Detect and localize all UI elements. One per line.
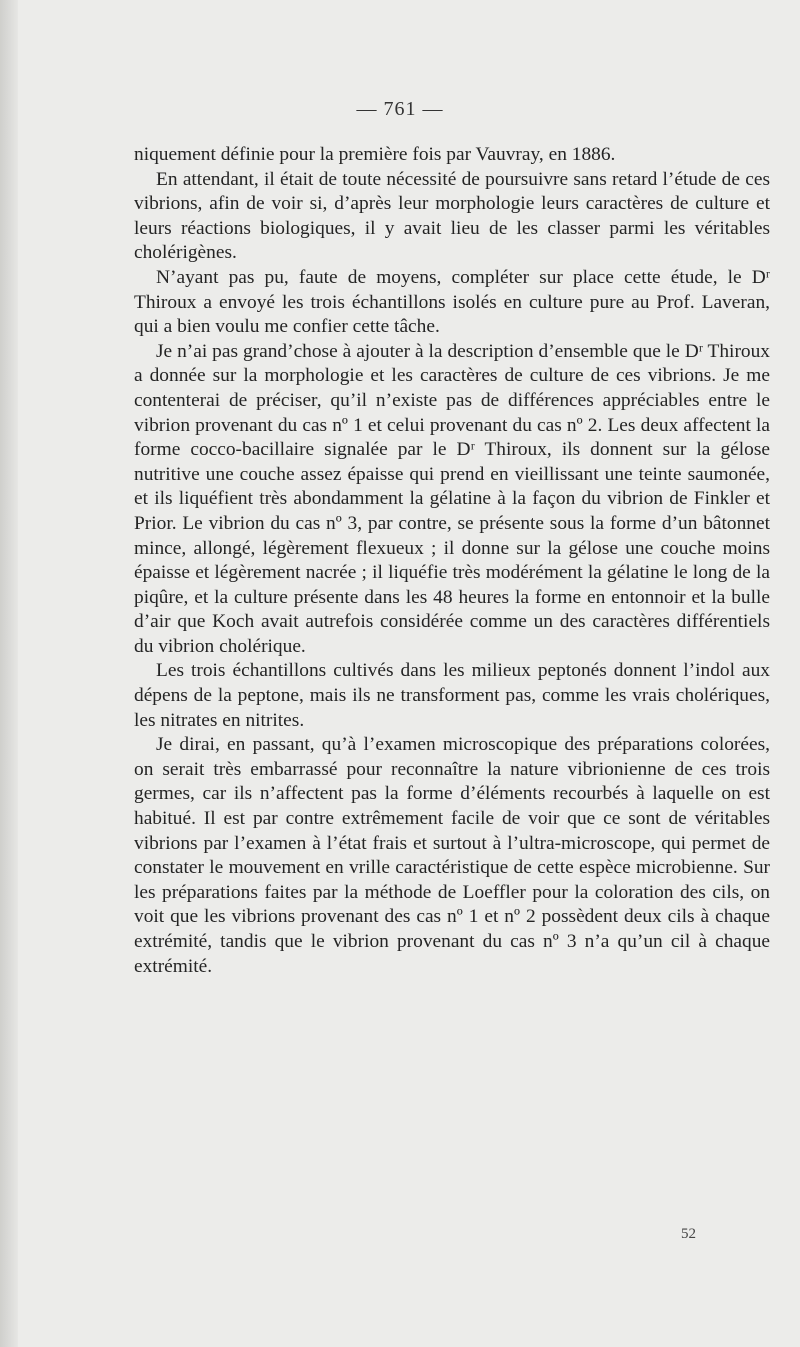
paragraph: niquement définie pour la première fois par Vauvray, en 1886.	[134, 144, 616, 165]
paragraph: En attendant, il était de toute nécessité de poursuivre sans retard l’étude de ces vibrions, afin de voir si, d’après leur morphologie leurs caractères de culture et leurs réactions biologiques, il y avait lieu de les classer parmi les véritables cholérigènes.	[134, 168, 770, 264]
signature-mark: 52	[681, 1226, 696, 1242]
page-edge-shadow	[0, 0, 18, 1347]
paragraph: N’ayant pas pu, faute de moyens, compléter sur place cette étude, le Dʳ Thiroux a envoyé les trois échantillons isolés en culture pure au Prof. Laveran, qui a bien voulu me confier cette tâche.	[134, 266, 770, 338]
paragraph: Je dirai, en passant, qu’à l’examen microscopique des préparations colorées, on serait très embarrassé pour reconnaître la nature vibrionienne de ces trois germes, car ils n’affectent pas la forme d’éléments recourbés à laquelle on est habitué. Il est par contre extrêmement facile de voir que ce sont de véritables vibrions par l’examen à l’état frais et surtout à l’ultra-microscope, qui permet de constater le mouvement en vrille caractéristique de cette espèce microbienne. Sur les préparations faites par la méthode de Loeffler pour la coloration des cils, on voit que les vibrions provenant des cas nº 1 et nº 2 possèdent deux cils à chaque extrémité, tandis que le vibrion provenant du cas nº 3 n’a qu’un cil à chaque extrémité.	[134, 734, 770, 977]
paragraph: Les trois échantillons cultivés dans les milieux peptonés donnent l’indol aux dépens de la peptone, mais ils ne transforment pas, comme les vrais cholériques, les nitrates en nitrites.	[134, 660, 770, 731]
body-text	[134, 143, 770, 979]
paragraph: Je n’ai pas grand’chose à ajouter à la description d’ensemble que le Dʳ Thiroux a donnée sur la morphologie et les caractères de culture de ces vibrions. Je me contenterai de préciser, qu’il n’existe pas de différences appréciables entre le vibrion provenant du cas nº 1 et celui provenant du cas nº 2. Les deux affectent la forme cocco-bacillaire signalée par le Dʳ Thiroux, ils donnent sur la gélose nutritive une couche assez épaisse qui prend en vieillissant une teinte saumonée, et ils liquéfient très abondamment la gélatine à la façon du vibrion de Finkler et Prior. Le vibrion du cas nº 3, par contre, se présente sous la forme d’un bâtonnet mince, allongé, légèrement flexueux ; il donne sur la gélose une couche moins épaisse et légèrement nacrée ; il liquéfie très modérément la gélatine le long de la piqûre, et la culture présente dans les 48 heures la forme en entonnoir et la bulle d’air que Koch avait autrefois considérée comme un des caractères différentiels du vibrion cholérique.	[134, 340, 770, 657]
page-number: — 761 —	[356, 98, 444, 120]
